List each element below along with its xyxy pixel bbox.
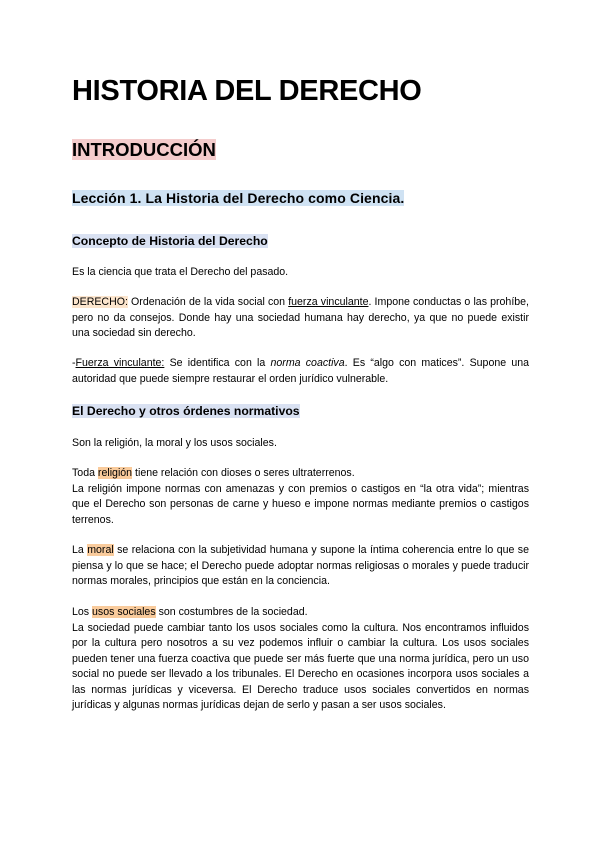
paragraph-derecho [72, 295, 529, 342]
term-derecho: DERECHO: [72, 296, 128, 308]
paragraph-religion [72, 466, 529, 528]
paragraph-fuerza-text-b: . Es “algo con matices”. Supone una autoridad que puede siempre restaurar el orden jurídico vulnerable. [72, 357, 529, 385]
paragraph-usos-sociales [72, 605, 529, 714]
term-fuerza-vinculante-def: Fuerza vinculante: [75, 357, 165, 369]
paragraph-usos-text-a: Los [72, 606, 93, 618]
subheading-ordenes [72, 402, 300, 420]
paragraph-derecho-text-a: Ordenación de la vida social con [127, 296, 289, 308]
term-fuerza-vinculante: fuerza vinculante [288, 296, 369, 308]
document-title: HISTORIA DEL DERECHO [72, 75, 422, 107]
paragraph-ordenes-list: Son la religión, la moral y los usos sociales. [72, 437, 277, 449]
term-moral: moral [87, 544, 114, 556]
paragraph-religion-text-c: La religión impone normas con amenazas y con premios o castigos en “la otra vida”; mientras que el Derecho son personas de carne y hueso e impone normas mediante premios o castigos terrenos. [72, 482, 529, 526]
paragraph-derecho-text-b: . Impone conductas o las prohíbe, pero no da consejos. Donde hay una sociedad humana hay derecho, ya que no puede existir una sociedad sin derecho. [72, 296, 529, 339]
bullet-dash: - [72, 357, 76, 369]
paragraph-definition: Es la ciencia que trata el Derecho del pasado. [72, 266, 289, 278]
subheading-concepto-text: Concepto de Historia del Derecho [72, 234, 268, 248]
section-heading-text: INTRODUCCIÓN [72, 139, 216, 160]
paragraph-religion-text-b: tiene relación con dioses o seres ultraterrenos. [132, 467, 355, 479]
term-usos-sociales: usos sociales [92, 606, 156, 618]
paragraph-religion-text-a: Toda [72, 467, 98, 479]
lesson-heading-text: Lección 1. La Historia del Derecho como Ciencia. [72, 190, 405, 206]
paragraph-moral-text-a: La [72, 544, 88, 556]
paragraph-usos-text-b: son costumbres de la sociedad. [155, 606, 308, 618]
lesson-heading [72, 188, 404, 208]
paragraph-usos-text-c: La sociedad puede cambiar tanto los usos sociales como la cultura. Nos encontramos influidos por la cultura pero nosotros a su vez podemos influir o cambiar la cultura. Los usos sociales pueden tener una fuerza coactiva que puede ser más fuerte que una norma jurídica, pero un uso social no puede ser llevado a los tribunales. El Derecho en ocasiones incorpora usos sociales a las normas jurídicas y viceversa. El Derecho traduce usos sociales convertidos en normas jurídicas y algunas normas jurídicas dejan de serlo y pasan a ser usos sociales. [72, 621, 529, 711]
subheading-ordenes-text: El Derecho y otros órdenes normativos [72, 404, 300, 418]
paragraph-moral-text-b: se relaciona con la subjetividad humana y supone la íntima coherencia entre lo que se piensa y lo que se hace; el Derecho puede adoptar normas religiosas o morales y puede traducir normas morales, principios que están en la conciencia. [72, 544, 529, 587]
paragraph-moral [72, 543, 529, 590]
paragraph-fuerza-vinculante [72, 356, 529, 387]
term-norma-coactiva: norma coactiva [270, 357, 345, 369]
section-heading [72, 138, 216, 162]
paragraph-fuerza-text-a: Se identifica con la [164, 357, 271, 369]
subheading-concepto [72, 232, 268, 250]
term-religion: religión [97, 467, 133, 479]
